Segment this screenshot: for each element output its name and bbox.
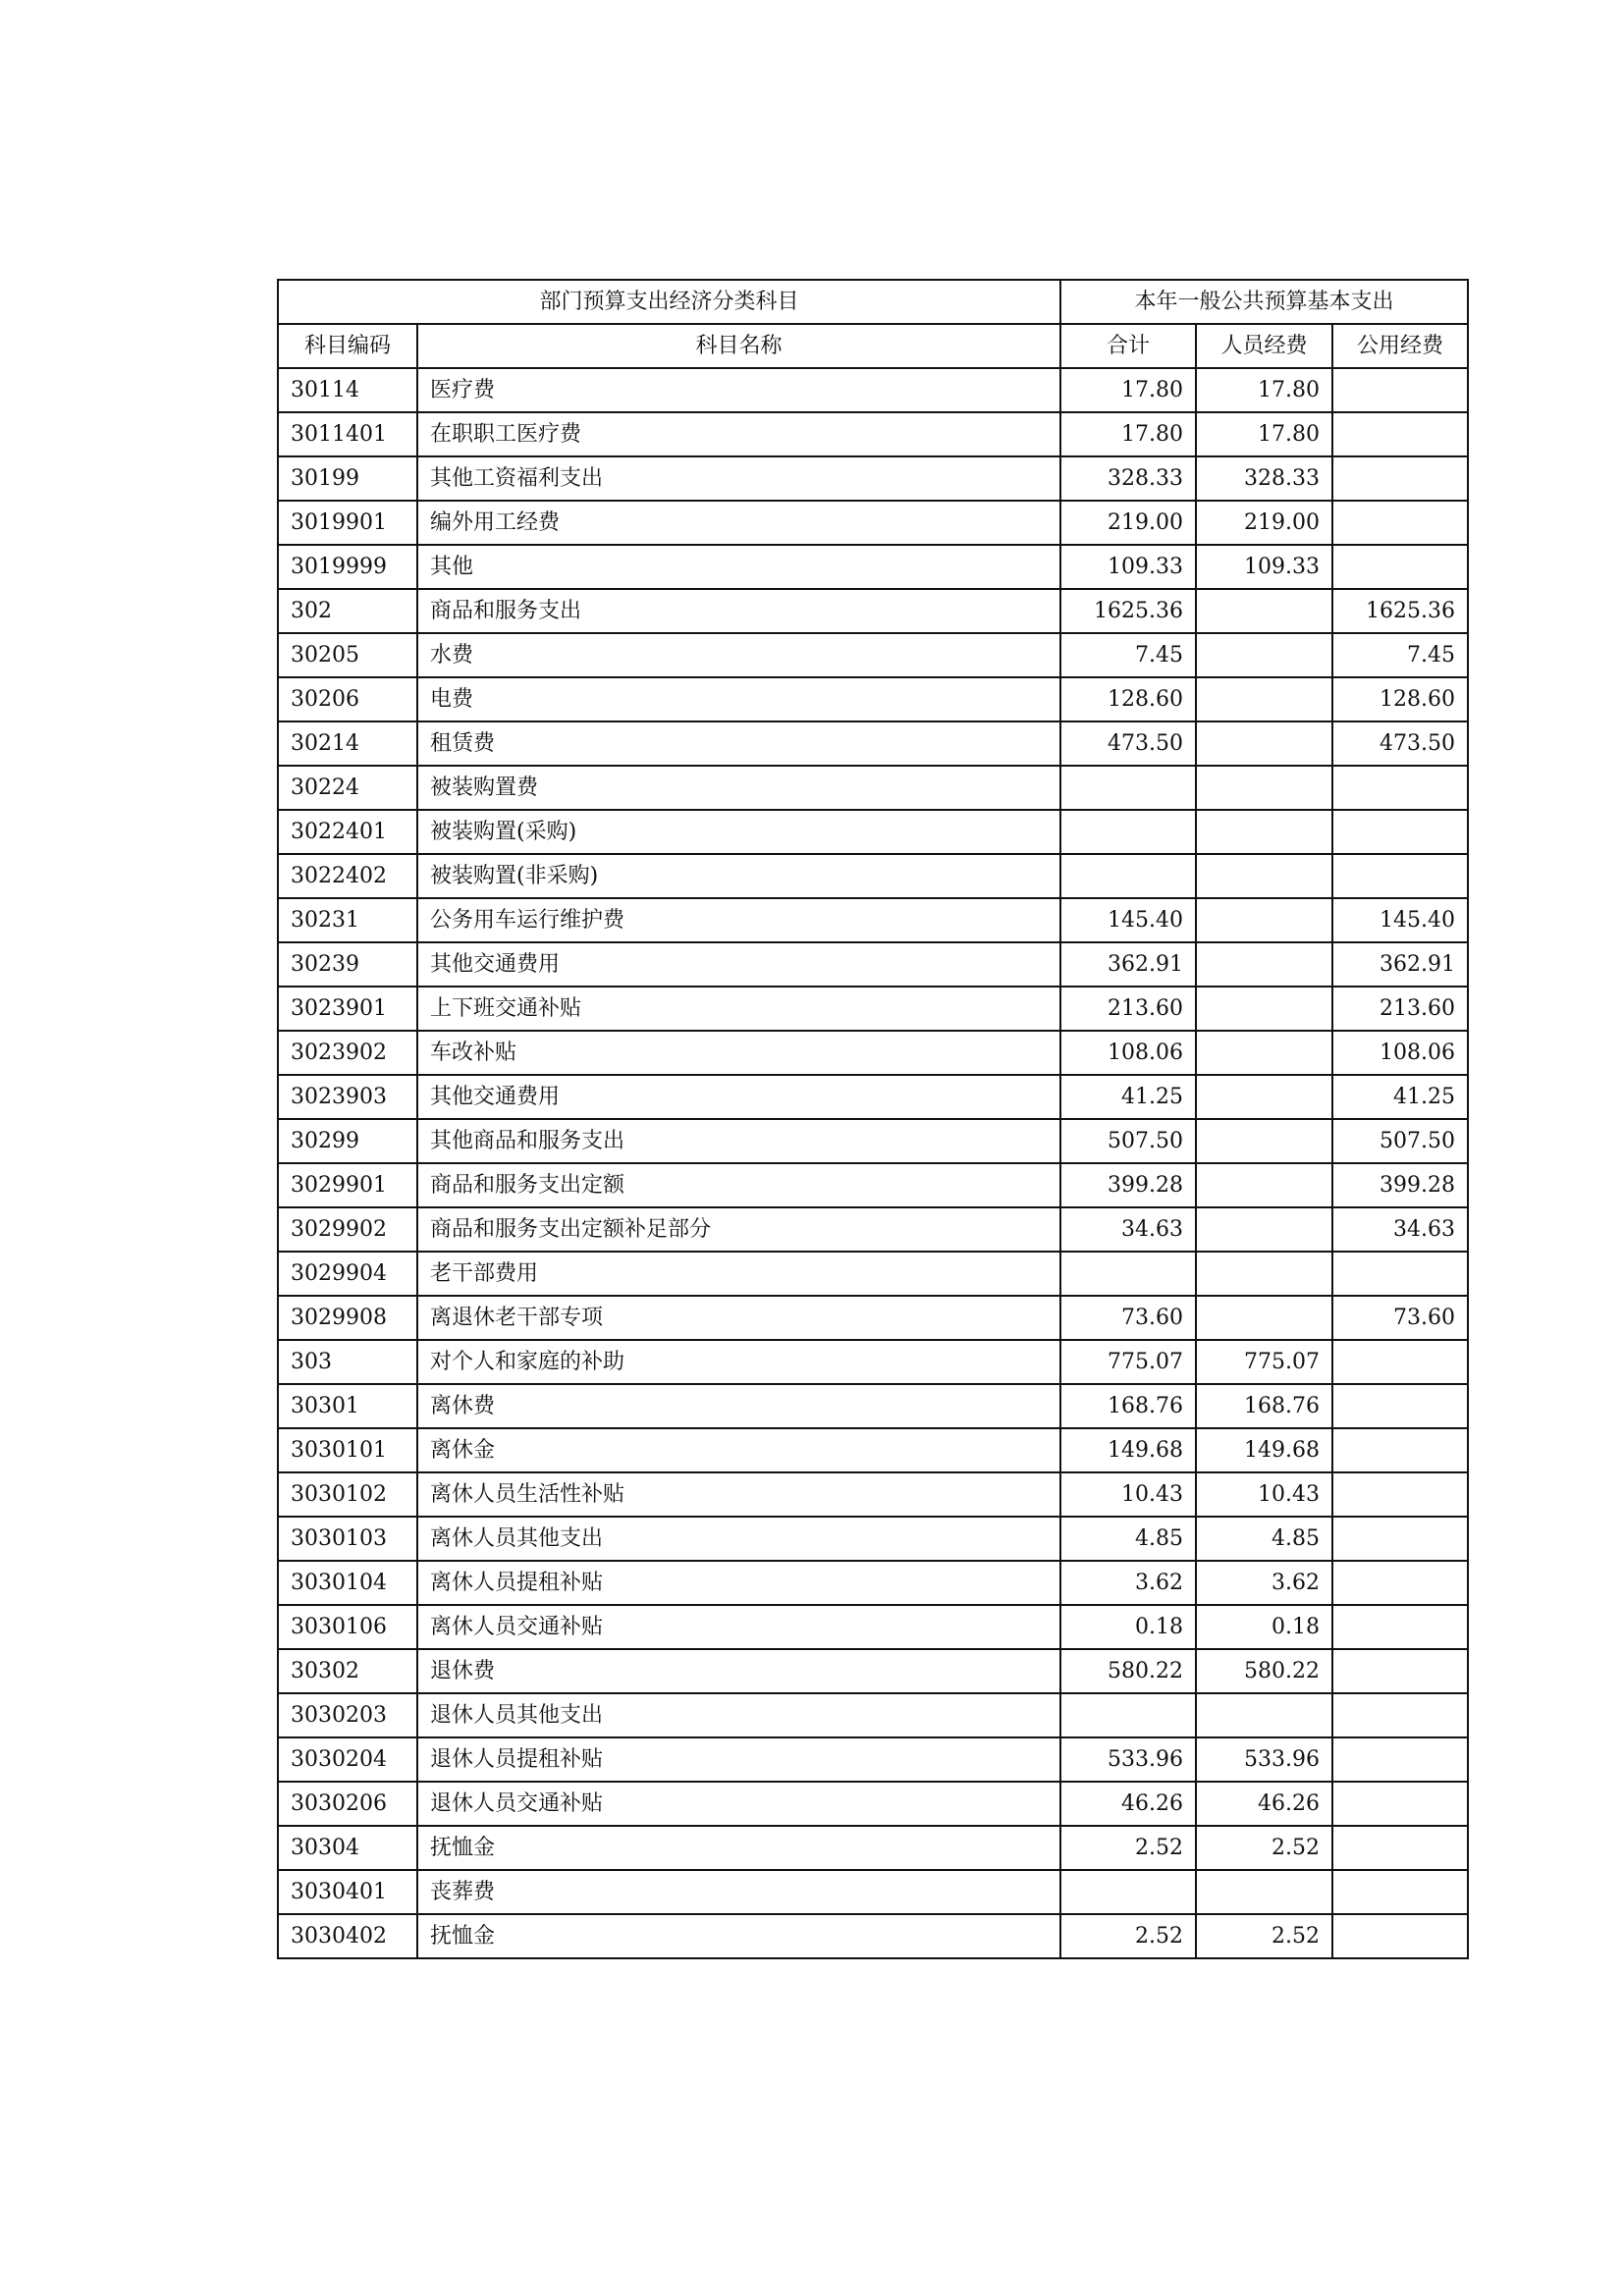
table-row <box>278 942 1468 987</box>
public-expense-cell <box>1332 545 1468 589</box>
total-cell: 219.00 <box>1060 501 1196 545</box>
total-cell: 1625.36 <box>1060 589 1196 633</box>
subject-name-cell: 租赁费 <box>417 721 1060 766</box>
total-cell: 41.25 <box>1060 1075 1196 1119</box>
personnel-expense-cell: 775.07 <box>1196 1340 1332 1384</box>
table-row <box>278 1296 1468 1340</box>
public-expense-cell: 213.60 <box>1332 987 1468 1031</box>
table-row <box>278 1737 1468 1782</box>
subject-code-cell: 3030106 <box>278 1605 417 1649</box>
total-cell: 7.45 <box>1060 633 1196 677</box>
table-row <box>278 1605 1468 1649</box>
subject-code-cell: 3029902 <box>278 1207 417 1252</box>
table-row <box>278 501 1468 545</box>
subject-code-cell: 30299 <box>278 1119 417 1163</box>
subject-code-cell: 3011401 <box>278 412 417 456</box>
total-cell: 145.40 <box>1060 898 1196 942</box>
subject-code-cell: 30114 <box>278 368 417 412</box>
subject-code-cell: 30231 <box>278 898 417 942</box>
total-cell: 533.96 <box>1060 1737 1196 1782</box>
total-cell <box>1060 766 1196 810</box>
personnel-expense-cell <box>1196 898 1332 942</box>
table-row <box>278 1826 1468 1870</box>
table-row <box>278 766 1468 810</box>
table-row <box>278 412 1468 456</box>
table-row <box>278 854 1468 898</box>
subject-name-cell: 其他工资福利支出 <box>417 456 1060 501</box>
public-expense-cell <box>1332 1782 1468 1826</box>
table-row <box>278 1207 1468 1252</box>
subject-code-cell: 30224 <box>278 766 417 810</box>
subject-name-cell: 离休费 <box>417 1384 1060 1428</box>
total-cell: 2.52 <box>1060 1826 1196 1870</box>
table-row <box>278 1561 1468 1605</box>
subject-code-cell: 3022402 <box>278 854 417 898</box>
total-cell: 507.50 <box>1060 1119 1196 1163</box>
subject-name-cell: 上下班交通补贴 <box>417 987 1060 1031</box>
personnel-expense-cell <box>1196 987 1332 1031</box>
subject-code-cell: 3030204 <box>278 1737 417 1782</box>
subject-code-cell: 3023903 <box>278 1075 417 1119</box>
subject-code-cell: 3023902 <box>278 1031 417 1075</box>
public-expense-cell <box>1332 1826 1468 1870</box>
subject-code-cell: 30199 <box>278 456 417 501</box>
subject-code-cell: 30304 <box>278 1826 417 1870</box>
header-personnel-expense: 人员经费 <box>1196 324 1332 368</box>
table-row <box>278 1782 1468 1826</box>
subject-name-cell: 被装购置费 <box>417 766 1060 810</box>
table-row <box>278 456 1468 501</box>
subject-code-cell: 3030102 <box>278 1472 417 1517</box>
personnel-expense-cell: 168.76 <box>1196 1384 1332 1428</box>
public-expense-cell <box>1332 1517 1468 1561</box>
total-cell <box>1060 1252 1196 1296</box>
header-column-row <box>278 324 1468 368</box>
public-expense-cell <box>1332 854 1468 898</box>
personnel-expense-cell: 17.80 <box>1196 412 1332 456</box>
subject-name-cell: 对个人和家庭的补助 <box>417 1340 1060 1384</box>
total-cell: 109.33 <box>1060 545 1196 589</box>
public-expense-cell <box>1332 1737 1468 1782</box>
total-cell: 17.80 <box>1060 368 1196 412</box>
personnel-expense-cell: 149.68 <box>1196 1428 1332 1472</box>
subject-name-cell: 离休金 <box>417 1428 1060 1472</box>
total-cell: 128.60 <box>1060 677 1196 721</box>
public-expense-cell: 145.40 <box>1332 898 1468 942</box>
subject-code-cell: 30301 <box>278 1384 417 1428</box>
subject-code-cell: 3023901 <box>278 987 417 1031</box>
public-expense-cell: 507.50 <box>1332 1119 1468 1163</box>
table-body <box>278 368 1468 1958</box>
table-row <box>278 589 1468 633</box>
subject-code-cell: 3030104 <box>278 1561 417 1605</box>
table-row <box>278 1517 1468 1561</box>
total-cell: 362.91 <box>1060 942 1196 987</box>
table-row <box>278 1472 1468 1517</box>
public-expense-cell: 473.50 <box>1332 721 1468 766</box>
public-expense-cell <box>1332 1252 1468 1296</box>
subject-code-cell: 3029908 <box>278 1296 417 1340</box>
total-cell: 73.60 <box>1060 1296 1196 1340</box>
table-row <box>278 1693 1468 1737</box>
public-expense-cell: 34.63 <box>1332 1207 1468 1252</box>
public-expense-cell: 362.91 <box>1332 942 1468 987</box>
personnel-expense-cell <box>1196 589 1332 633</box>
subject-name-cell: 电费 <box>417 677 1060 721</box>
table-row <box>278 898 1468 942</box>
public-expense-cell <box>1332 1472 1468 1517</box>
table-row <box>278 1428 1468 1472</box>
personnel-expense-cell <box>1196 677 1332 721</box>
personnel-expense-cell: 109.33 <box>1196 545 1332 589</box>
subject-code-cell: 3030203 <box>278 1693 417 1737</box>
public-expense-cell: 1625.36 <box>1332 589 1468 633</box>
subject-code-cell: 30214 <box>278 721 417 766</box>
subject-name-cell: 其他商品和服务支出 <box>417 1119 1060 1163</box>
public-expense-cell: 73.60 <box>1332 1296 1468 1340</box>
total-cell: 4.85 <box>1060 1517 1196 1561</box>
public-expense-cell <box>1332 501 1468 545</box>
subject-name-cell: 老干部费用 <box>417 1252 1060 1296</box>
subject-name-cell: 商品和服务支出定额 <box>417 1163 1060 1207</box>
subject-code-cell: 303 <box>278 1340 417 1384</box>
personnel-expense-cell: 533.96 <box>1196 1737 1332 1782</box>
total-cell: 775.07 <box>1060 1340 1196 1384</box>
total-cell: 213.60 <box>1060 987 1196 1031</box>
subject-name-cell: 医疗费 <box>417 368 1060 412</box>
subject-code-cell: 3022401 <box>278 810 417 854</box>
subject-code-cell: 3030401 <box>278 1870 417 1914</box>
total-cell <box>1060 854 1196 898</box>
table-row <box>278 1649 1468 1693</box>
total-cell: 17.80 <box>1060 412 1196 456</box>
subject-code-cell: 3030103 <box>278 1517 417 1561</box>
personnel-expense-cell <box>1196 810 1332 854</box>
personnel-expense-cell <box>1196 1693 1332 1737</box>
public-expense-cell <box>1332 1649 1468 1693</box>
subject-name-cell: 商品和服务支出定额补足部分 <box>417 1207 1060 1252</box>
total-cell: 46.26 <box>1060 1782 1196 1826</box>
public-expense-cell <box>1332 1870 1468 1914</box>
header-basic-expenditure: 本年一般公共预算基本支出 <box>1060 280 1468 324</box>
subject-name-cell: 被装购置(采购) <box>417 810 1060 854</box>
table-row <box>278 1031 1468 1075</box>
header-total: 合计 <box>1060 324 1196 368</box>
subject-name-cell: 退休人员提租补贴 <box>417 1737 1060 1782</box>
subject-name-cell: 离休人员交通补贴 <box>417 1605 1060 1649</box>
table-row <box>278 1870 1468 1914</box>
header-subject-code: 科目编码 <box>278 324 417 368</box>
public-expense-cell <box>1332 766 1468 810</box>
personnel-expense-cell: 219.00 <box>1196 501 1332 545</box>
subject-name-cell: 公务用车运行维护费 <box>417 898 1060 942</box>
table-row <box>278 633 1468 677</box>
table-row <box>278 810 1468 854</box>
subject-name-cell: 退休人员交通补贴 <box>417 1782 1060 1826</box>
public-expense-cell: 128.60 <box>1332 677 1468 721</box>
total-cell: 149.68 <box>1060 1428 1196 1472</box>
total-cell: 473.50 <box>1060 721 1196 766</box>
personnel-expense-cell <box>1196 766 1332 810</box>
subject-name-cell: 离休人员其他支出 <box>417 1517 1060 1561</box>
subject-name-cell: 编外用工经费 <box>417 501 1060 545</box>
subject-code-cell: 30239 <box>278 942 417 987</box>
subject-name-cell: 退休人员其他支出 <box>417 1693 1060 1737</box>
total-cell: 0.18 <box>1060 1605 1196 1649</box>
total-cell: 108.06 <box>1060 1031 1196 1075</box>
public-expense-cell: 399.28 <box>1332 1163 1468 1207</box>
total-cell: 328.33 <box>1060 456 1196 501</box>
public-expense-cell <box>1332 1561 1468 1605</box>
subject-code-cell: 302 <box>278 589 417 633</box>
personnel-expense-cell: 4.85 <box>1196 1517 1332 1561</box>
subject-code-cell: 3030206 <box>278 1782 417 1826</box>
total-cell: 399.28 <box>1060 1163 1196 1207</box>
personnel-expense-cell: 17.80 <box>1196 368 1332 412</box>
personnel-expense-cell: 46.26 <box>1196 1782 1332 1826</box>
subject-name-cell: 抚恤金 <box>417 1826 1060 1870</box>
subject-name-cell: 离退休老干部专项 <box>417 1296 1060 1340</box>
public-expense-cell <box>1332 1384 1468 1428</box>
personnel-expense-cell: 3.62 <box>1196 1561 1332 1605</box>
personnel-expense-cell: 2.52 <box>1196 1914 1332 1958</box>
table-row <box>278 1914 1468 1958</box>
table-row <box>278 721 1468 766</box>
public-expense-cell <box>1332 1340 1468 1384</box>
subject-name-cell: 其他交通费用 <box>417 1075 1060 1119</box>
header-economic-classification: 部门预算支出经济分类科目 <box>278 280 1060 324</box>
subject-name-cell: 丧葬费 <box>417 1870 1060 1914</box>
personnel-expense-cell <box>1196 1296 1332 1340</box>
subject-code-cell: 30205 <box>278 633 417 677</box>
table-row <box>278 1340 1468 1384</box>
public-expense-cell: 108.06 <box>1332 1031 1468 1075</box>
personnel-expense-cell <box>1196 633 1332 677</box>
subject-name-cell: 商品和服务支出 <box>417 589 1060 633</box>
personnel-expense-cell: 2.52 <box>1196 1826 1332 1870</box>
subject-code-cell: 3029901 <box>278 1163 417 1207</box>
total-cell: 10.43 <box>1060 1472 1196 1517</box>
personnel-expense-cell <box>1196 1031 1332 1075</box>
personnel-expense-cell <box>1196 1252 1332 1296</box>
total-cell: 34.63 <box>1060 1207 1196 1252</box>
header-group-row <box>278 280 1468 324</box>
personnel-expense-cell: 10.43 <box>1196 1472 1332 1517</box>
subject-code-cell: 3029904 <box>278 1252 417 1296</box>
table-row <box>278 1384 1468 1428</box>
public-expense-cell <box>1332 1693 1468 1737</box>
total-cell <box>1060 1693 1196 1737</box>
public-expense-cell <box>1332 456 1468 501</box>
subject-code-cell: 3019901 <box>278 501 417 545</box>
subject-name-cell: 被装购置(非采购) <box>417 854 1060 898</box>
table-row <box>278 1075 1468 1119</box>
subject-name-cell: 离休人员生活性补贴 <box>417 1472 1060 1517</box>
total-cell: 3.62 <box>1060 1561 1196 1605</box>
header-subject-name: 科目名称 <box>417 324 1060 368</box>
table-row <box>278 1252 1468 1296</box>
table-row <box>278 368 1468 412</box>
subject-name-cell: 水费 <box>417 633 1060 677</box>
subject-name-cell: 其他 <box>417 545 1060 589</box>
subject-name-cell: 退休费 <box>417 1649 1060 1693</box>
personnel-expense-cell <box>1196 854 1332 898</box>
budget-expenditure-table <box>277 279 1469 1959</box>
public-expense-cell: 41.25 <box>1332 1075 1468 1119</box>
subject-name-cell: 抚恤金 <box>417 1914 1060 1958</box>
table-row <box>278 1163 1468 1207</box>
personnel-expense-cell <box>1196 1207 1332 1252</box>
table-row <box>278 545 1468 589</box>
total-cell: 580.22 <box>1060 1649 1196 1693</box>
subject-code-cell: 30206 <box>278 677 417 721</box>
public-expense-cell <box>1332 1914 1468 1958</box>
total-cell <box>1060 1870 1196 1914</box>
subject-code-cell: 3030101 <box>278 1428 417 1472</box>
header-public-expense: 公用经费 <box>1332 324 1468 368</box>
public-expense-cell: 7.45 <box>1332 633 1468 677</box>
table-row <box>278 1119 1468 1163</box>
personnel-expense-cell: 328.33 <box>1196 456 1332 501</box>
personnel-expense-cell <box>1196 1075 1332 1119</box>
public-expense-cell <box>1332 412 1468 456</box>
total-cell: 168.76 <box>1060 1384 1196 1428</box>
personnel-expense-cell <box>1196 1119 1332 1163</box>
personnel-expense-cell <box>1196 942 1332 987</box>
public-expense-cell <box>1332 1428 1468 1472</box>
personnel-expense-cell: 580.22 <box>1196 1649 1332 1693</box>
personnel-expense-cell <box>1196 721 1332 766</box>
table-row <box>278 677 1468 721</box>
subject-code-cell: 3030402 <box>278 1914 417 1958</box>
subject-name-cell: 其他交通费用 <box>417 942 1060 987</box>
personnel-expense-cell <box>1196 1870 1332 1914</box>
subject-code-cell: 3019999 <box>278 545 417 589</box>
personnel-expense-cell <box>1196 1163 1332 1207</box>
personnel-expense-cell: 0.18 <box>1196 1605 1332 1649</box>
public-expense-cell <box>1332 368 1468 412</box>
public-expense-cell <box>1332 1605 1468 1649</box>
public-expense-cell <box>1332 810 1468 854</box>
subject-name-cell: 车改补贴 <box>417 1031 1060 1075</box>
subject-code-cell: 30302 <box>278 1649 417 1693</box>
subject-name-cell: 离休人员提租补贴 <box>417 1561 1060 1605</box>
subject-name-cell: 在职职工医疗费 <box>417 412 1060 456</box>
total-cell: 2.52 <box>1060 1914 1196 1958</box>
table-row <box>278 987 1468 1031</box>
total-cell <box>1060 810 1196 854</box>
